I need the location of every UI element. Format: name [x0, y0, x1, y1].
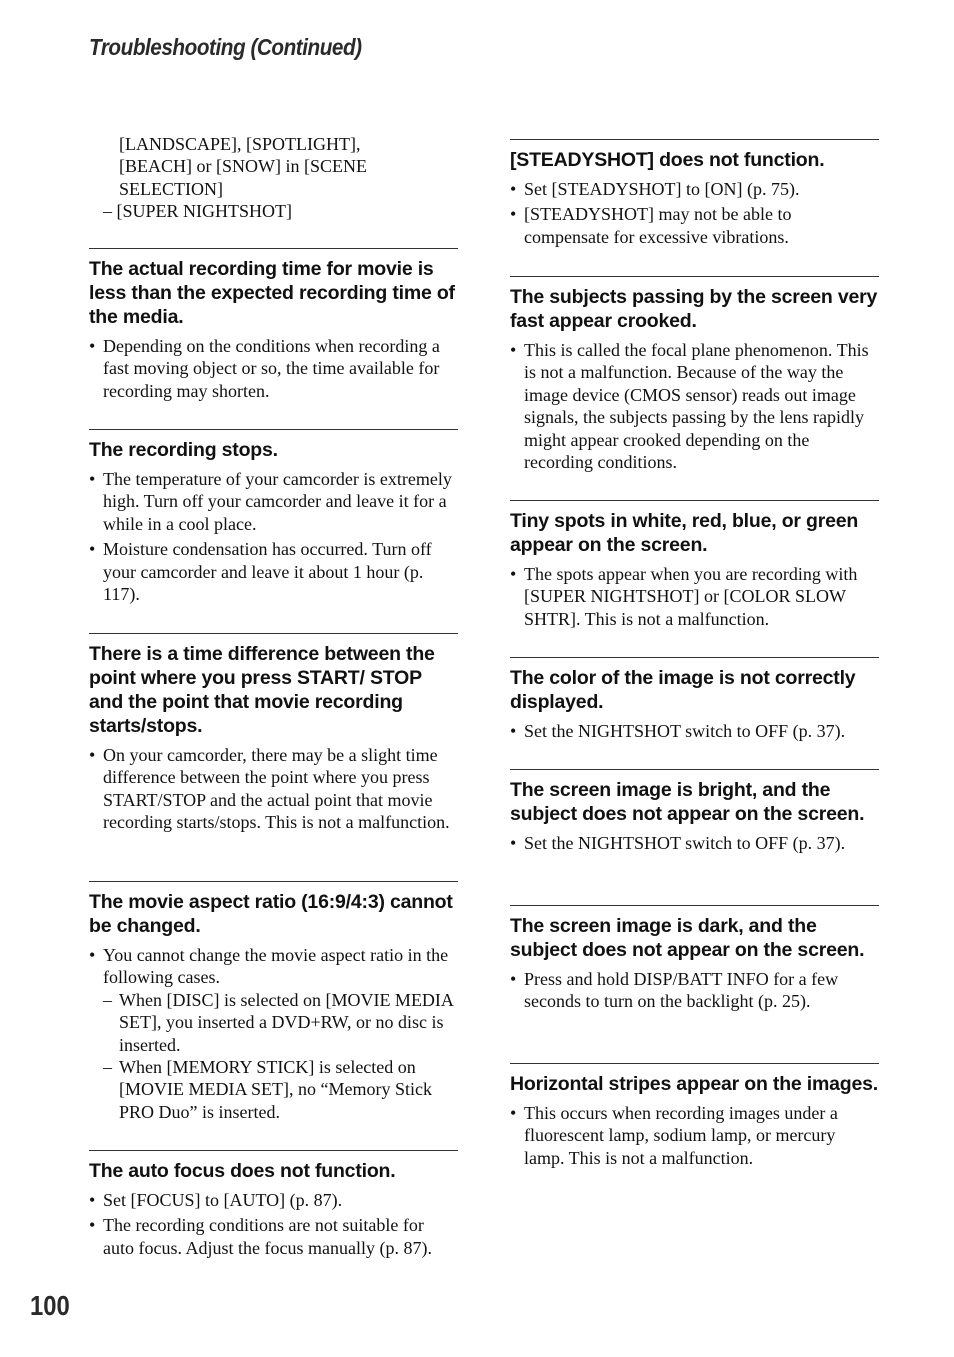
section-title: The actual recording time for movie is less than the expected recording time of the media.: [89, 258, 455, 328]
bullet-list: [510, 832, 879, 854]
bullet-item: • Set the NIGHTSHOT switch to OFF (p. 37).: [510, 720, 879, 742]
section-time-difference: [89, 633, 458, 837]
bullet-item: • The spots appear when you are recording with [SUPER NIGHTSHOT] or [COLOR SLOW SHTR]. This is not a malfunction.: [510, 563, 879, 630]
bullet-list: [89, 1189, 458, 1259]
section-aspect-ratio: [89, 881, 458, 1123]
bullet-item: • [STEADYSHOT] may not be able to compensate for excessive vibrations.: [510, 203, 879, 248]
bullet-item: • Set [STEADYSHOT] to [ON] (p. 75).: [510, 178, 879, 200]
dash-list: [103, 989, 458, 1123]
bullet-item: • Depending on the conditions when recording a fast moving object or so, the time available for recording may shorten.: [89, 335, 458, 402]
bullet-item: • This is called the focal plane phenomenon. This is not a malfunction. Because of the way the image device (CMOS sensor) reads out image signals, the subjects passing by the lens rapidly might appear crooked depending on the recording conditions.: [510, 339, 879, 473]
section-title: The auto focus does not function.: [89, 1160, 396, 1182]
section-title: The screen image is dark, and the subject does not appear on the screen.: [510, 915, 865, 961]
bullet-item: • The recording conditions are not suitable for auto focus. Adjust the focus manually (p. 87).: [89, 1214, 458, 1259]
bullet-list: [510, 563, 879, 630]
section-title: The recording stops.: [89, 439, 278, 461]
section-title: Horizontal stripes appear on the images.: [510, 1073, 879, 1095]
continued-list: [89, 133, 458, 223]
section-title: Tiny spots in white, red, blue, or green appear on the screen.: [510, 510, 859, 556]
bullet-list: [510, 968, 879, 1013]
bullet-list: [89, 744, 458, 834]
page-number: 100: [30, 1290, 70, 1321]
bullet-item: • Moisture condensation has occurred. Turn off your camcorder and leave it about 1 hour (p. 117).: [89, 538, 458, 605]
continued-line: SELECTION]: [119, 178, 223, 199]
bullet-item: • Set the NIGHTSHOT switch to OFF (p. 37).: [510, 832, 879, 854]
section-horizontal-stripes: [510, 1063, 879, 1172]
bullet-item: • The temperature of your camcorder is extremely high. Turn off your camcorder and leave it for a while in a cool place.: [89, 468, 458, 535]
bullet-list: [510, 178, 879, 248]
section-crooked-subjects: [510, 276, 879, 476]
dash-item: – When [MEMORY STICK] is selected on [MOVIE MEDIA SET], no “Memory Stick PRO Duo” is inserted.: [103, 1056, 458, 1123]
bullet-item: • On your camcorder, there may be a slight time difference between the point where you press START/STOP and the actual point that movie recording starts/stops. This is not a malfunction.: [89, 744, 458, 834]
bullet-list: [510, 339, 879, 473]
section-title: The screen image is bright, and the subject does not appear on the screen.: [510, 779, 865, 825]
bullet-list: [89, 944, 458, 989]
section-steadyshot: [510, 139, 879, 251]
bullet-item: • You cannot change the movie aspect ratio in the following cases.: [89, 944, 458, 989]
section-title: The color of the image is not correctly displayed.: [510, 667, 856, 713]
section-auto-focus: [89, 1150, 458, 1262]
continued-line: [BEACH] or [SNOW] in [SCENE: [119, 156, 367, 177]
bullet-list: [89, 335, 458, 402]
section-tiny-spots: [510, 500, 879, 633]
section-title: There is a time difference between the point where you press START/ STOP and the point that movie recording starts/stops.: [89, 643, 435, 737]
bullet-item: • Press and hold DISP/BATT INFO for a few seconds to turn on the backlight (p. 25).: [510, 968, 879, 1013]
bullet-list: [510, 720, 879, 742]
bullet-list: [510, 1102, 879, 1169]
section-screen-bright: [510, 769, 879, 857]
section-recording-stops: [89, 429, 458, 608]
continued-line: [LANDSCAPE], [SPOTLIGHT],: [119, 134, 361, 154]
section-recording-time: [89, 248, 458, 405]
bullet-list: [89, 468, 458, 605]
section-screen-dark: [510, 905, 879, 1016]
bullet-item: • Set [FOCUS] to [AUTO] (p. 87).: [89, 1189, 458, 1211]
section-title: [STEADYSHOT] does not function.: [510, 149, 825, 171]
continued-dash-item: – [SUPER NIGHTSHOT]: [103, 201, 292, 222]
section-title: The movie aspect ratio (16:9/4:3) cannot be changed.: [89, 891, 453, 937]
section-title: The subjects passing by the screen very fast appear crooked.: [510, 286, 878, 332]
bullet-item: • This occurs when recording images under a fluorescent lamp, sodium lamp, or mercury lamp. This is not a malfunction.: [510, 1102, 879, 1169]
dash-item: – When [DISC] is selected on [MOVIE MEDIA SET], you inserted a DVD+RW, or no disc is inserted.: [103, 989, 458, 1056]
page-header-title: Troubleshooting (Continued): [89, 34, 362, 60]
section-color-image: [510, 657, 879, 745]
